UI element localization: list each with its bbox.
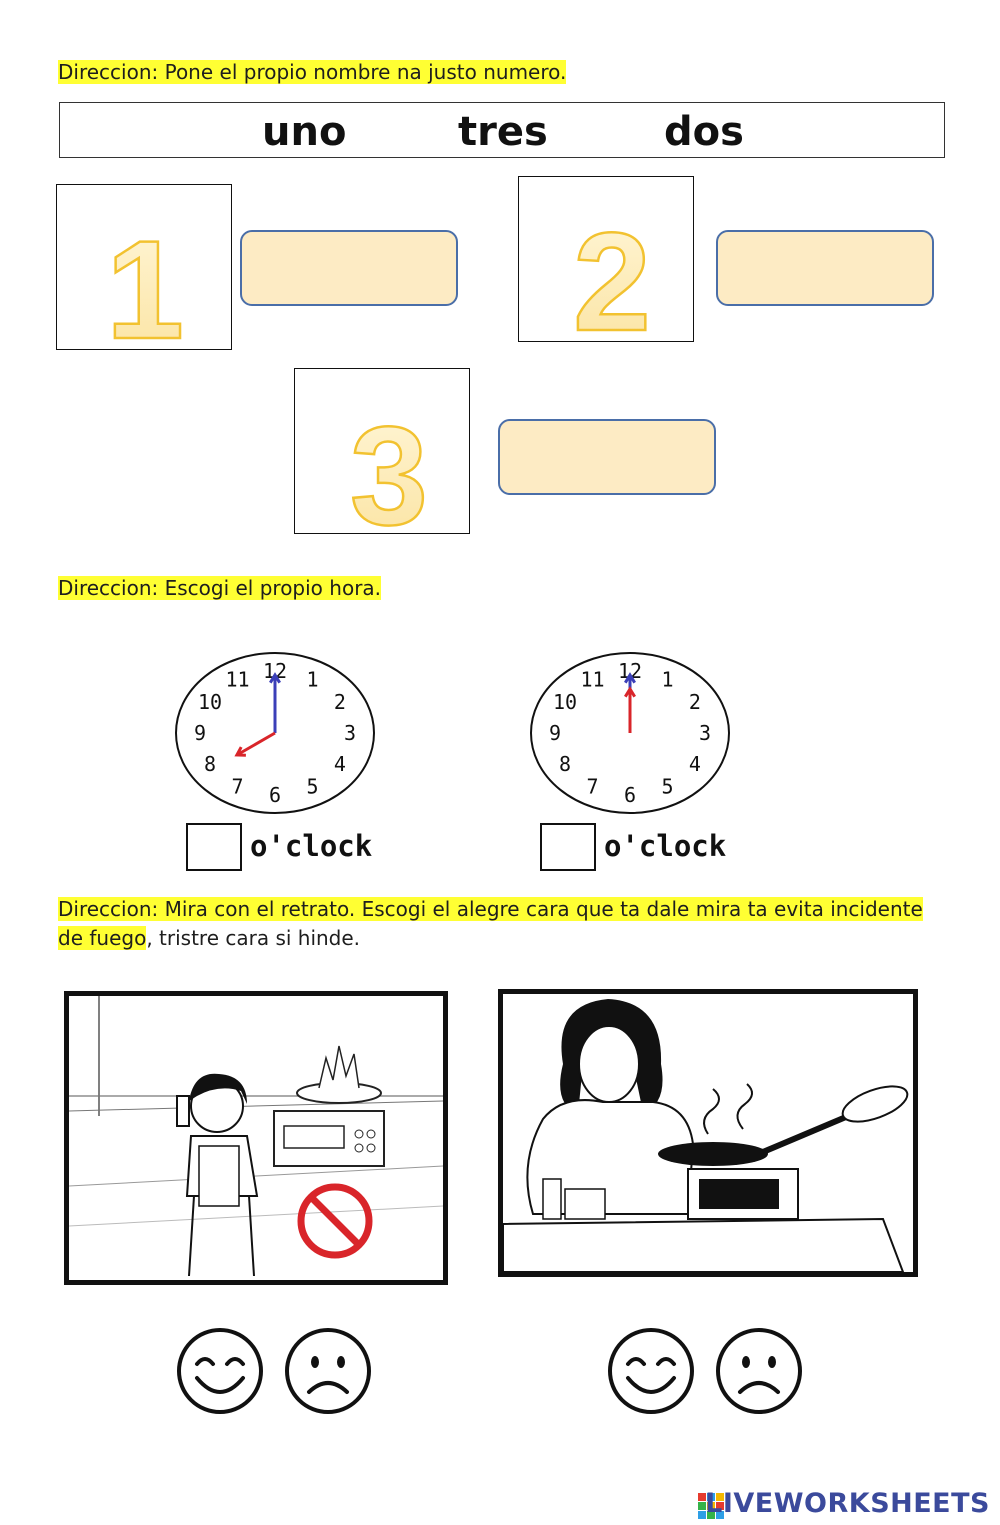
clock-1-numeral: 1: [306, 667, 319, 692]
clock-2-numeral: 7: [586, 774, 599, 799]
clock-2-numeral: 1: [661, 667, 674, 692]
clock-2-numeral: 11: [580, 667, 605, 692]
direction-2-text: Direccion: Escogi el propio hora.: [58, 576, 382, 600]
clock-2-numeral: 6: [623, 783, 637, 807]
clock-1-numeral: 2: [333, 690, 346, 714]
distracted-cook-illustration: [69, 996, 443, 1280]
answer-box-3[interactable]: [498, 419, 716, 495]
clock-2-oclock-label: o'clock: [604, 829, 727, 863]
clock-1-numeral: 6: [268, 783, 282, 807]
clock-1-numeral: 12: [262, 659, 288, 683]
direction-3: [58, 895, 938, 953]
number-1-graphic: [57, 185, 233, 351]
clock-2-numeral: 12: [617, 659, 643, 683]
direction-2: [58, 574, 381, 603]
sad-face-icon-1[interactable]: [283, 1326, 373, 1416]
clock-1-numeral: 7: [231, 774, 244, 799]
happy-face-icon-1[interactable]: [175, 1326, 265, 1416]
clock-2-numeral: 5: [661, 774, 674, 799]
word-tres: tres: [458, 109, 548, 155]
attentive-cook-illustration: [503, 994, 913, 1272]
number-box-1: [56, 184, 232, 350]
clock-twelve: [527, 648, 733, 818]
clock-1-answer-box[interactable]: [186, 823, 242, 871]
word-dos: dos: [664, 109, 744, 155]
happy-face-icon-2[interactable]: [606, 1326, 696, 1416]
clock-2-answer-box[interactable]: [540, 823, 596, 871]
picture-distracted-cook: [64, 991, 448, 1285]
direction-1: [58, 58, 566, 87]
clock-1-numeral: 10: [198, 690, 223, 714]
clock-1-numeral: 11: [225, 667, 250, 692]
answer-box-1[interactable]: [240, 230, 458, 306]
clock-1-numeral: 3: [343, 721, 357, 745]
number-3-graphic: [295, 369, 471, 535]
clock-2-numeral: 3: [698, 721, 712, 745]
word-uno: uno: [262, 109, 347, 155]
sad-face-icon-2[interactable]: [714, 1326, 804, 1416]
clock-2-numeral: 9: [548, 721, 562, 745]
clock-1-numeral: 8: [204, 752, 217, 776]
clock-1-numeral: 9: [193, 721, 207, 745]
clock-eight: [172, 648, 378, 818]
word-bank: [59, 102, 945, 158]
direction-3-rest: , tristre cara si hinde.: [146, 926, 361, 950]
clock-2-numeral: 10: [553, 690, 578, 714]
number-1-text: 1: [106, 211, 184, 351]
number-box-2: [518, 176, 694, 342]
liveworksheets-brand: LIVEWORKSHEETS: [705, 1488, 990, 1519]
clock-2-numeral: 2: [688, 690, 701, 714]
clock-1-numeral: 4: [333, 752, 346, 776]
picture-attentive-cook: [498, 989, 918, 1277]
number-2-text: 2: [573, 203, 651, 343]
clock-1-numeral: 5: [306, 774, 319, 799]
number-2-graphic: [519, 177, 695, 343]
clock-2-numeral: 4: [688, 752, 701, 776]
answer-box-2[interactable]: [716, 230, 934, 306]
clock-2-numeral: 8: [559, 752, 572, 776]
direction-3-highlighted: Direccion: Mira con el retrato. Escogi el alegre cara que ta dale mira ta evita incidente de fuego: [58, 897, 923, 950]
direction-1-text: Direccion: Pone el propio nombre na justo numero.: [58, 60, 567, 84]
number-box-3: [294, 368, 470, 534]
clock-1-oclock-label: o'clock: [250, 829, 373, 863]
number-3-text: 3: [350, 397, 428, 535]
